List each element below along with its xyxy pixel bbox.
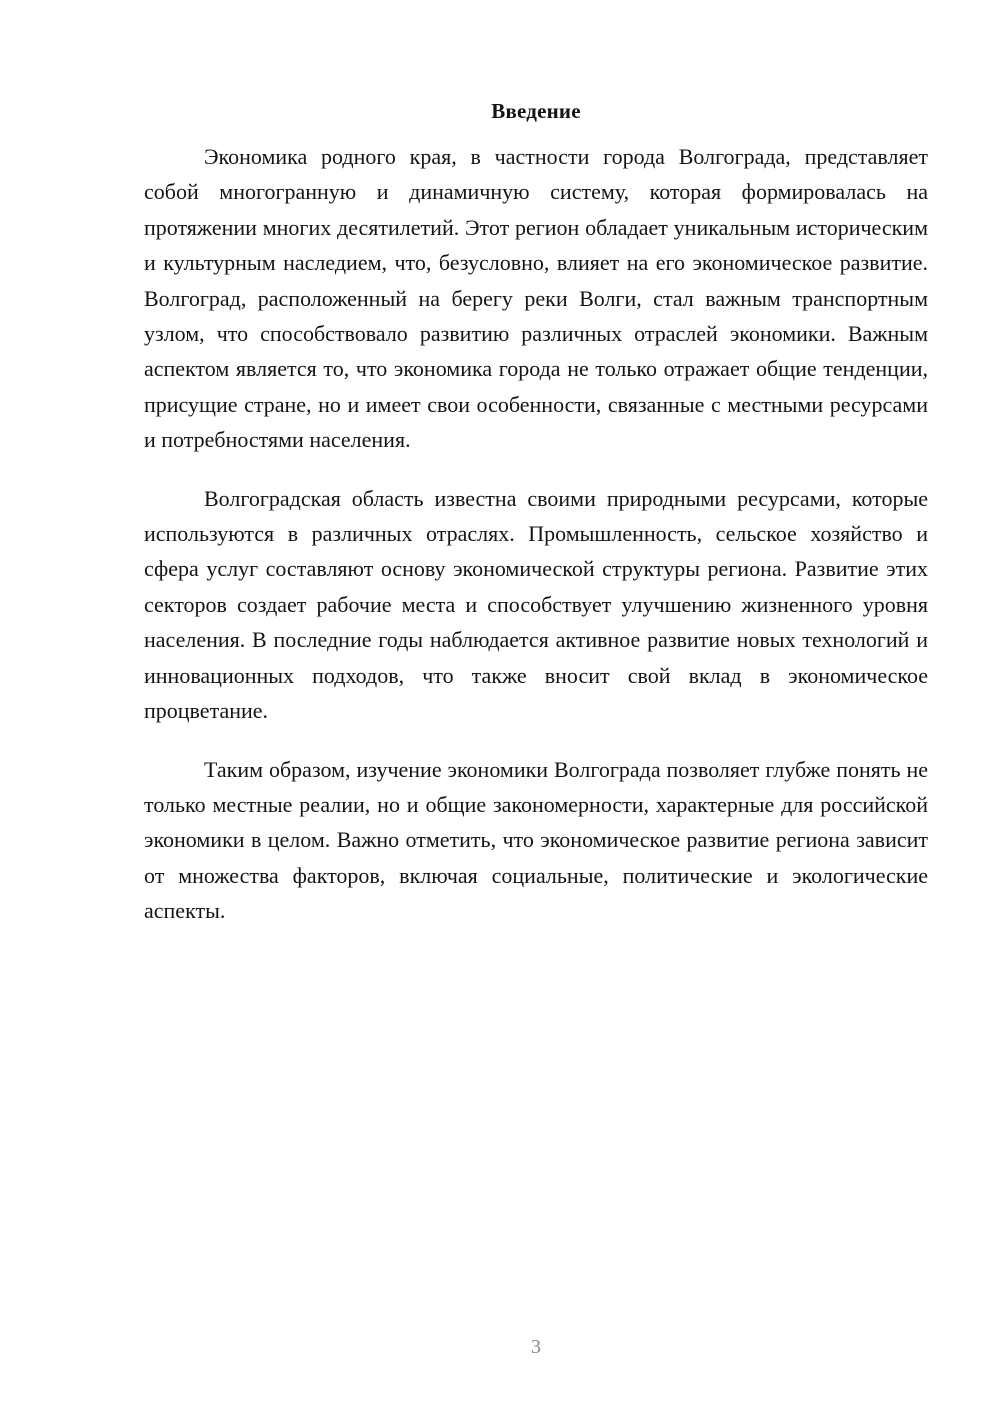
page-number: 3 [531,1336,541,1358]
page-content [144,97,928,952]
paragraph-2: Волгоградская область известна своими природными ресурсами, которые используются в различных отраслях. Промышленность, сельское хозяйство и сфера услуг составляют основу экономической структуры региона. Развитие этих секторов создает рабочие места и способствует улучшению жизненного уровня населения. В последние годы наблюдается активное развитие новых технологий и инновационных подходов, что также вносит свой вклад в экономическое процветание. [144,485,928,724]
paragraph-1: Экономика родного края, в частности города Волгограда, представляет собой многогранную и динамичную систему, которая формировалась на протяжении многих десятилетий. Этот регион обладает уникальным историческим и культурным наследием, что, безусловно, влияет на его экономическое развитие. Волгоград, расположенный на берегу реки Волги, стал важным транспортным узлом, что способствовало развитию различных отраслей экономики. Важным аспектом является то, что экономика города не только отражает общие тенденции, присущие стране, но и имеет свои особенности, связанные с местными ресурсами и потребностями населения. [144,144,928,453]
section-heading: Введение [491,99,581,123]
paragraph-3: Таким образом, изучение экономики Волгограда позволяет глубже понять не только местные реалии, но и общие закономерности, характерные для российской экономики в целом. Важно отметить, что экономическое развитие региона зависит от множества факторов, включая социальные, политические и экологические аспекты. [144,756,928,924]
